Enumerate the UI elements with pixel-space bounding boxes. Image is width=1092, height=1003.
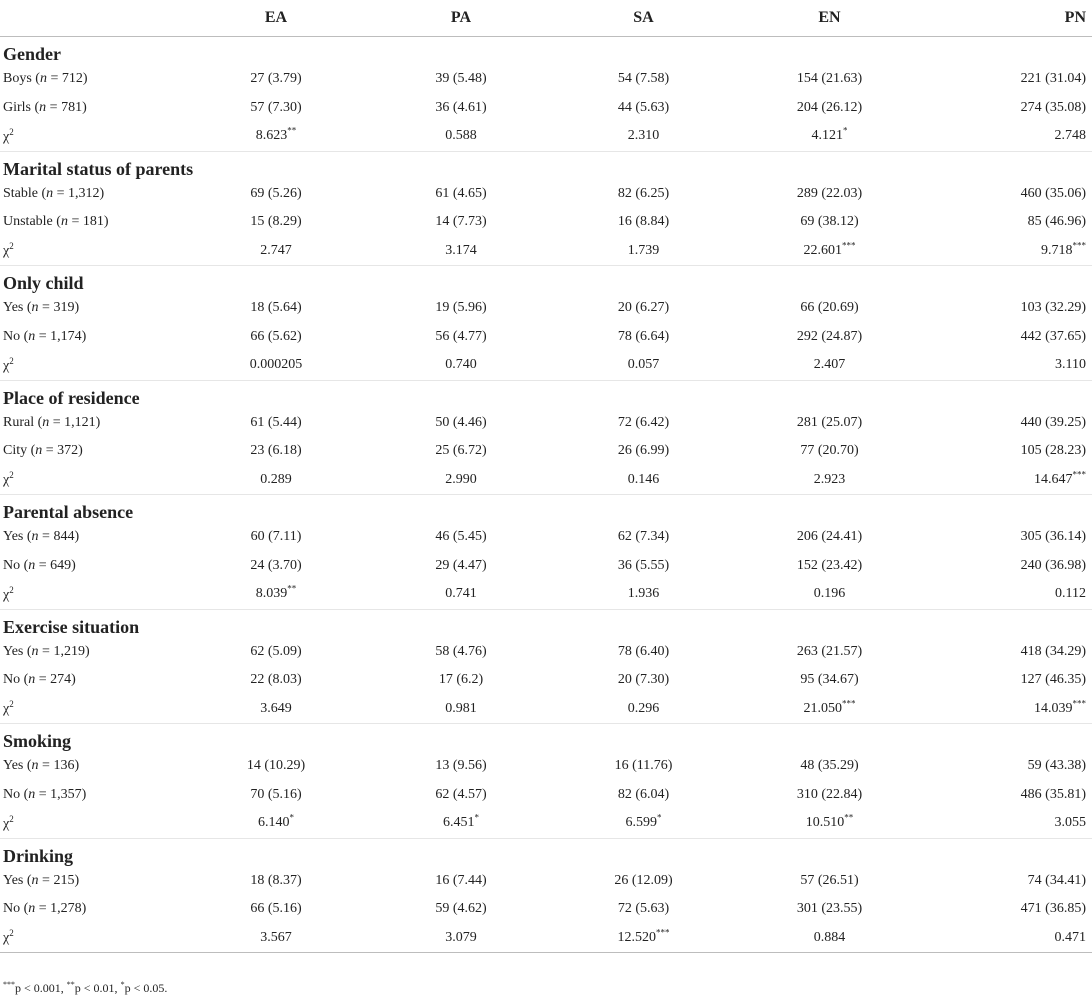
table-cell: 27 (3.79)	[250, 71, 302, 87]
row-label: No (n = 1,278)	[3, 901, 87, 917]
table-row	[0, 895, 1092, 924]
chi-square-label: $\chi^2$	[0, 351, 182, 380]
chi-square-value: 2.747	[182, 237, 370, 266]
row-label: Yes (n = 844)	[3, 529, 80, 545]
table-cell: 26 (12.09)	[614, 872, 673, 888]
table-cell: 36 (5.55)	[617, 557, 670, 573]
chi-square-value: 0.471	[924, 924, 1092, 953]
group-title: Exercise situation	[3, 616, 140, 637]
row-label: No (n = 1,174)	[3, 328, 87, 344]
group-title: Place of residence	[3, 387, 140, 408]
table-cell: 48 (35.29)	[800, 758, 859, 774]
group-title: Parental absence	[3, 502, 134, 522]
table-footnote: ***p < 0.001, **p < 0.01, *p < 0.05.	[3, 980, 168, 995]
table-cell: 66 (5.16)	[250, 901, 302, 917]
chi-square-value: 1.936	[552, 580, 735, 609]
significance-marker: *	[843, 125, 848, 136]
n-symbol: n	[39, 99, 47, 115]
chi-square-superscript: 2	[9, 470, 14, 481]
table-cell: 14 (7.73)	[435, 214, 487, 230]
table-cell: 36 (4.61)	[435, 99, 487, 115]
row-label: Yes (n = 136)	[3, 758, 80, 774]
table-cell: 17 (6.2)	[438, 672, 484, 688]
chi-square-value: 2.990	[370, 466, 552, 495]
table-cell: 14 (10.29)	[246, 758, 306, 774]
table-cell: 66 (20.69)	[800, 300, 859, 316]
chi-square-value: 0.289	[182, 466, 370, 495]
table-cell: 72 (6.42)	[617, 414, 670, 430]
chi-square-value: 0.741	[370, 580, 552, 609]
group-row	[0, 151, 1092, 180]
table-cell: 20 (7.30)	[617, 672, 670, 688]
table-cell: 78 (6.40)	[617, 643, 670, 659]
group-row	[0, 609, 1092, 638]
table-cell: 20 (6.27)	[617, 300, 670, 316]
significance-marker: **	[844, 812, 854, 823]
table-cell: 206 (24.41)	[796, 529, 863, 545]
table-cell: 418 (34.29)	[1020, 643, 1086, 659]
chi-square-value: 3.649	[182, 695, 370, 724]
row-label: No (n = 1,357)	[3, 786, 87, 802]
table-cell: 70 (5.16)	[250, 786, 302, 802]
group-title: Only child	[3, 273, 84, 293]
table-row	[0, 752, 1092, 781]
footnote-stars: **	[66, 980, 75, 989]
table-cell: 240 (36.98)	[1020, 557, 1086, 573]
chi-square-value: 0.588	[370, 122, 552, 151]
table-header	[0, 0, 1092, 37]
chi-square-value: 21.050***	[735, 695, 924, 724]
table-cell: 78 (6.64)	[617, 328, 670, 344]
table-row	[0, 781, 1092, 810]
chi-square-label: $\chi^2$	[0, 122, 182, 151]
table-cell: 62 (4.57)	[435, 786, 487, 802]
chi-square-value: 9.718***	[924, 237, 1092, 266]
chi-square-superscript: 2	[9, 584, 14, 595]
table-row	[0, 180, 1092, 209]
chi-square-value: 3.079	[370, 924, 552, 953]
group-row	[0, 380, 1092, 409]
table-cell: 54 (7.58)	[617, 71, 670, 87]
table-row	[0, 208, 1092, 237]
chi-square-row	[0, 466, 1092, 495]
n-symbol: n	[31, 300, 39, 316]
group-title: Marital status of parents	[3, 158, 194, 179]
column-header-en: EN	[735, 0, 924, 37]
table-cell: 82 (6.04)	[617, 786, 670, 802]
table-cell: 471 (36.85)	[1020, 901, 1086, 917]
table-cell: 281 (25.07)	[796, 414, 863, 430]
table-cell: 39 (5.48)	[435, 71, 487, 87]
chi-square-value: 8.039**	[182, 580, 370, 609]
header-row	[0, 0, 1092, 37]
table-cell: 22 (8.03)	[250, 672, 302, 688]
chi-square-label: $\chi^2$	[0, 237, 182, 266]
table-cell: 289 (22.03)	[796, 185, 863, 201]
significance-marker: ***	[842, 698, 856, 709]
footnote-stars: *	[120, 980, 125, 989]
row-label: Stable (n = 1,312)	[3, 185, 105, 201]
table-cell: 85 (46.96)	[1027, 214, 1086, 230]
table-cell: 19 (5.96)	[435, 300, 487, 316]
table-cell: 221 (31.04)	[1020, 71, 1086, 87]
table-cell: 440 (39.25)	[1020, 414, 1086, 430]
table-cell: 16 (7.44)	[435, 872, 487, 888]
significance-marker: *	[289, 812, 294, 823]
row-label: City (n = 372)	[3, 443, 83, 459]
chi-square-value: 8.623**	[182, 122, 370, 151]
row-label: Girls (n = 781)	[3, 99, 87, 115]
row-label: Rural (n = 1,121)	[3, 414, 101, 430]
group-title: Drinking	[3, 845, 74, 866]
row-label: Boys (n = 712)	[3, 71, 88, 87]
table-cell: 23 (6.18)	[250, 443, 302, 459]
chi-square-row	[0, 351, 1092, 380]
chi-square-value: 3.055	[924, 809, 1092, 838]
chi-square-value: 0.884	[735, 924, 924, 953]
table-cell: 103 (32.29)	[1020, 300, 1086, 316]
table-cell: 15 (8.29)	[250, 214, 302, 230]
chi-square-value: 0.196	[735, 580, 924, 609]
row-label: No (n = 649)	[3, 557, 76, 573]
table-cell: 59 (4.62)	[435, 901, 487, 917]
n-symbol: n	[42, 414, 50, 430]
n-symbol: n	[31, 758, 39, 774]
row-label: No (n = 274)	[3, 672, 76, 688]
table-cell: 18 (8.37)	[250, 872, 302, 888]
table-cell: 486 (35.81)	[1020, 786, 1086, 802]
chi-square-value: 2.748	[924, 122, 1092, 151]
table-row	[0, 638, 1092, 667]
table-cell: 25 (6.72)	[435, 443, 487, 459]
table-cell: 26 (6.99)	[617, 443, 670, 459]
chi-square-value: 0.981	[370, 695, 552, 724]
chi-square-value: 3.567	[182, 924, 370, 953]
table-row	[0, 523, 1092, 552]
n-symbol: n	[28, 328, 36, 344]
significance-marker: ***	[656, 927, 670, 938]
chi-square-value: 0.057	[552, 351, 735, 380]
table-cell: 46 (5.45)	[435, 529, 487, 545]
group-row	[0, 838, 1092, 867]
chi-square-superscript: 2	[9, 126, 14, 137]
table-cell: 18 (5.64)	[250, 300, 302, 316]
n-symbol: n	[39, 71, 47, 87]
table-cell: 13 (9.56)	[435, 758, 487, 774]
chi-square-label: $\chi^2$	[0, 466, 182, 495]
chi-square-row	[0, 122, 1092, 151]
row-label: Yes (n = 319)	[3, 300, 80, 316]
chi-square-value: 14.647***	[924, 466, 1092, 495]
significance-marker: **	[287, 583, 297, 594]
chi-square-value: 6.451*	[370, 809, 552, 838]
chi-square-value: 10.510**	[735, 809, 924, 838]
chi-square-row	[0, 695, 1092, 724]
group-row	[0, 37, 1092, 66]
header-blank	[0, 0, 182, 37]
group-title: Gender	[3, 44, 61, 64]
chi-square-value: 4.121*	[735, 122, 924, 151]
table-cell: 442 (37.65)	[1020, 328, 1086, 344]
table-cell: 57 (26.51)	[800, 872, 859, 888]
table-cell: 57 (7.30)	[250, 99, 302, 115]
significance-marker: ***	[1072, 469, 1086, 480]
table-cell: 16 (8.84)	[617, 214, 670, 230]
chi-square-value: 0.740	[370, 351, 552, 380]
chi-square-value: 14.039***	[924, 695, 1092, 724]
table-cell: 62 (7.34)	[617, 529, 670, 545]
table-cell: 82 (6.25)	[617, 185, 670, 201]
table-cell: 274 (35.08)	[1020, 99, 1086, 115]
n-symbol: n	[60, 214, 68, 230]
table-cell: 460 (35.06)	[1020, 185, 1086, 201]
n-symbol: n	[28, 672, 36, 688]
significance-marker: ***	[1072, 240, 1086, 251]
significance-marker: *	[474, 812, 479, 823]
n-symbol: n	[46, 185, 54, 201]
significance-marker: ***	[842, 240, 856, 251]
n-symbol: n	[28, 786, 36, 802]
n-symbol: n	[28, 557, 36, 573]
chi-square-value: 0.112	[924, 580, 1092, 609]
significance-marker: ***	[1072, 698, 1086, 709]
table-cell: 127 (46.35)	[1020, 672, 1086, 688]
chi-square-superscript: 2	[9, 699, 14, 710]
chi-square-superscript: 2	[9, 241, 14, 252]
group-row	[0, 495, 1092, 524]
table-row	[0, 867, 1092, 896]
chi-square-value: 2.923	[735, 466, 924, 495]
table-cell: 69 (5.26)	[250, 185, 302, 201]
table-row	[0, 666, 1092, 695]
chi-square-value: 3.174	[370, 237, 552, 266]
table-cell: 56 (4.77)	[435, 328, 487, 344]
table-row	[0, 437, 1092, 466]
chi-square-value: 0.296	[552, 695, 735, 724]
table-row	[0, 552, 1092, 581]
table-row	[0, 409, 1092, 438]
table-cell: 62 (5.09)	[250, 643, 302, 659]
table-cell: 74 (34.41)	[1027, 872, 1086, 888]
table-cell: 204 (26.12)	[796, 99, 863, 115]
chi-square-superscript: 2	[9, 813, 14, 824]
table-cell: 263 (21.57)	[796, 643, 863, 659]
n-symbol: n	[31, 872, 39, 888]
chi-square-value: 3.110	[924, 351, 1092, 380]
row-label: Unstable (n = 181)	[3, 214, 109, 230]
group-title: Smoking	[3, 731, 72, 751]
table-cell: 50 (4.46)	[435, 414, 487, 430]
chi-square-value: 6.599*	[552, 809, 735, 838]
table-cell: 154 (21.63)	[796, 71, 863, 87]
table-cell: 301 (23.55)	[796, 901, 863, 917]
table-cell: 69 (38.12)	[800, 214, 859, 230]
table-cell: 95 (34.67)	[800, 672, 859, 688]
table-cell: 77 (20.70)	[800, 443, 859, 459]
group-row	[0, 724, 1092, 753]
table-body	[0, 37, 1092, 953]
chi-square-value: 6.140*	[182, 809, 370, 838]
chi-square-value: 12.520***	[552, 924, 735, 953]
table-cell: 44 (5.63)	[617, 99, 670, 115]
chi-square-label: $\chi^2$	[0, 809, 182, 838]
table-cell: 29 (4.47)	[435, 557, 487, 573]
table-cell: 310 (22.84)	[796, 786, 863, 802]
table-cell: 24 (3.70)	[250, 557, 302, 573]
chi-square-value: 0.146	[552, 466, 735, 495]
table-cell: 72 (5.63)	[617, 901, 670, 917]
table-cell: 292 (24.87)	[796, 328, 863, 344]
table-cell: 16 (11.76)	[614, 758, 673, 774]
table-cell: 58 (4.76)	[435, 643, 487, 659]
chi-square-value: 0.000205	[182, 351, 370, 380]
n-symbol: n	[31, 529, 39, 545]
chi-square-row	[0, 924, 1092, 953]
n-symbol: n	[28, 901, 36, 917]
significance-marker: **	[287, 125, 297, 136]
chi-square-value: 1.739	[552, 237, 735, 266]
column-header-pn: PN	[924, 0, 1092, 37]
table-cell: 60 (7.11)	[250, 529, 302, 545]
table-cell: 59 (43.38)	[1027, 758, 1086, 774]
chi-square-row	[0, 237, 1092, 266]
table-cell: 61 (5.44)	[250, 414, 302, 430]
chi-square-label: $\chi^2$	[0, 580, 182, 609]
column-header-sa: SA	[552, 0, 735, 37]
chi-square-value: 2.407	[735, 351, 924, 380]
column-header-ea: EA	[182, 0, 370, 37]
table-cell: 152 (23.42)	[796, 557, 863, 573]
table-cell: 61 (4.65)	[435, 185, 487, 201]
chi-square-superscript: 2	[9, 355, 14, 366]
row-label: Yes (n = 1,219)	[3, 643, 90, 659]
chi-square-label: $\chi^2$	[0, 695, 182, 724]
chi-square-label: $\chi^2$	[0, 924, 182, 953]
chi-square-row	[0, 809, 1092, 838]
significance-marker: *	[657, 812, 662, 823]
n-symbol: n	[35, 443, 43, 459]
chi-square-row	[0, 580, 1092, 609]
footnote-stars: ***	[3, 980, 15, 989]
table-cell: 305 (36.14)	[1020, 529, 1086, 545]
n-symbol: n	[31, 643, 39, 659]
column-header-pa: PA	[370, 0, 552, 37]
group-row	[0, 266, 1092, 295]
chi-square-superscript: 2	[9, 928, 14, 939]
table-cell: 105 (28.23)	[1020, 443, 1086, 459]
row-label: Yes (n = 215)	[3, 872, 80, 888]
table-cell: 66 (5.62)	[250, 328, 302, 344]
table-row	[0, 323, 1092, 352]
chi-square-value: 22.601***	[735, 237, 924, 266]
table-row	[0, 294, 1092, 323]
table-row	[0, 65, 1092, 94]
chi-square-value: 2.310	[552, 122, 735, 151]
table-row	[0, 94, 1092, 123]
